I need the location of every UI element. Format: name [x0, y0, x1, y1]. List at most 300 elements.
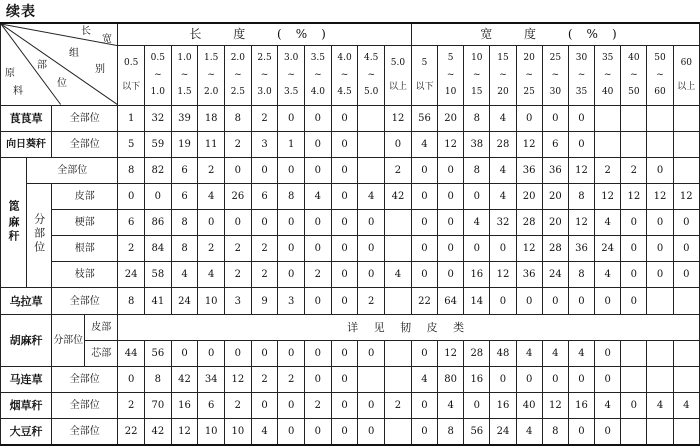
value-cell: 1 [118, 105, 145, 131]
value-cell: 0 [358, 262, 385, 288]
value-cell [621, 131, 647, 157]
value-cell: 10 [198, 288, 225, 314]
value-cell: 0 [464, 393, 490, 419]
value-cell: 4 [673, 393, 699, 419]
value-cell: 8 [568, 183, 594, 209]
corner-label-material2: 料 [13, 86, 23, 97]
value-cell: 40 [516, 393, 542, 419]
value-cell: 42 [171, 366, 198, 392]
value-cell: 2 [305, 393, 332, 419]
corner-label-length: 长 [81, 26, 91, 37]
value-cell: 0 [411, 262, 437, 288]
width-bin-label: 20 [523, 52, 535, 63]
value-cell: 84 [145, 236, 172, 262]
value-cell: 34 [198, 366, 225, 392]
value-cell: 0 [251, 157, 278, 183]
value-cell: 0 [464, 236, 490, 262]
value-cell: 8 [225, 105, 252, 131]
width-bin-header [438, 45, 464, 105]
sub-part-group [27, 183, 52, 288]
value-cell: 2 [358, 288, 385, 314]
value-cell: 0 [198, 340, 225, 366]
corner-label-width: 宽 [102, 34, 112, 45]
value-cell [385, 419, 412, 445]
length-bin-label: 5.0 [364, 86, 379, 97]
kenaf-name-first: 箆 [7, 199, 21, 214]
value-cell: 58 [145, 262, 172, 288]
value-cell: 4 [198, 262, 225, 288]
value-cell [673, 105, 699, 131]
value-cell: 8 [464, 105, 490, 131]
length-bin-label: 1.5 [204, 52, 219, 63]
value-cell [647, 340, 673, 366]
value-cell: 0 [568, 105, 594, 131]
value-cell: 0 [595, 340, 621, 366]
value-cell: 0 [411, 340, 437, 366]
value-cell [647, 419, 673, 445]
value-cell: 2 [278, 366, 305, 392]
length-bin-header [171, 45, 198, 105]
fiber-dimension-table [0, 22, 700, 446]
material-name: 大豆秆 [1, 419, 52, 445]
value-cell [621, 366, 647, 392]
length-bin-label: 3.0 [257, 86, 272, 97]
length-bin-header [331, 45, 358, 105]
value-cell: 0 [385, 131, 412, 157]
value-cell: 24 [118, 262, 145, 288]
value-cell: 24 [171, 288, 198, 314]
width-bin-label: 15 [497, 52, 509, 63]
value-cell: 0 [331, 131, 358, 157]
width-header: 宽 度 (%) [411, 23, 699, 45]
value-cell: 0 [438, 210, 464, 236]
value-cell: 8 [438, 419, 464, 445]
part-label: 皮部 [52, 183, 118, 209]
value-cell: 28 [542, 236, 568, 262]
value-cell [385, 210, 412, 236]
value-cell [647, 131, 673, 157]
width-bin-label: ~ [630, 69, 638, 80]
value-cell: 12 [621, 183, 647, 209]
value-cell: 56 [464, 419, 490, 445]
row-flax-core [1, 340, 700, 366]
length-bin-label: ~ [367, 69, 375, 80]
value-cell: 0 [516, 288, 542, 314]
value-cell: 12 [171, 419, 198, 445]
width-bin-label: 35 [601, 52, 614, 63]
value-cell [647, 105, 673, 131]
width-bin-label: 50 [654, 52, 666, 63]
value-cell: 0 [278, 157, 305, 183]
value-cell [595, 105, 621, 131]
value-cell: 0 [673, 236, 699, 262]
part-label: 枝部 [52, 262, 118, 288]
value-cell: 86 [145, 210, 172, 236]
width-bin-label: 40 [628, 52, 640, 63]
corner-label-part2: 位 [57, 78, 67, 89]
value-cell: 6 [171, 157, 198, 183]
value-cell: 0 [490, 236, 516, 262]
value-cell: 6 [198, 393, 225, 419]
value-cell: 0 [438, 236, 464, 262]
value-cell: 0 [278, 210, 305, 236]
value-cell: 2 [305, 262, 332, 288]
value-cell: 0 [305, 288, 332, 314]
value-cell: 4 [490, 157, 516, 183]
value-cell: 4 [464, 210, 490, 236]
value-cell: 0 [411, 183, 437, 209]
value-cell: 26 [225, 183, 252, 209]
width-bin-label: 10 [471, 52, 483, 63]
value-cell: 2 [385, 157, 412, 183]
value-cell: 0 [118, 183, 145, 209]
value-cell [621, 105, 647, 131]
value-cell: 22 [411, 288, 437, 314]
length-bin-label: 1.5 [177, 86, 192, 97]
width-bin-label: 5 [447, 52, 454, 63]
value-cell: 18 [198, 105, 225, 131]
value-cell: 20 [542, 210, 568, 236]
table-title: 续表 [6, 4, 36, 20]
value-cell: 0 [305, 340, 332, 366]
value-cell: 4 [358, 183, 385, 209]
width-bin-header [542, 45, 568, 105]
value-cell: 16 [171, 393, 198, 419]
width-bin-label: ~ [577, 69, 586, 80]
width-bin-header [647, 45, 673, 105]
width-bin-label: 50 [628, 86, 640, 97]
value-cell: 12 [568, 210, 594, 236]
value-cell: 0 [647, 210, 673, 236]
value-cell: 0 [621, 236, 647, 262]
value-cell: 0 [305, 366, 332, 392]
row-langlang [1, 105, 700, 131]
value-cell: 4 [516, 340, 542, 366]
value-cell: 12 [490, 262, 516, 288]
width-bin-label: ~ [473, 69, 481, 80]
value-cell [358, 157, 385, 183]
value-cell: 0 [331, 210, 358, 236]
value-cell: 0 [595, 288, 621, 314]
value-cell: 48 [490, 340, 516, 366]
width-bin-label: 5 [421, 58, 428, 68]
value-cell: 0 [331, 288, 358, 314]
width-bin-header [621, 45, 647, 105]
value-cell: 4 [198, 183, 225, 209]
length-bin-header [358, 45, 385, 105]
value-cell: 8 [145, 366, 172, 392]
material-name: 烟草秆 [1, 393, 52, 419]
value-cell: 0 [411, 393, 437, 419]
value-cell: 38 [464, 131, 490, 157]
value-cell: 4 [385, 262, 412, 288]
value-cell: 12 [673, 183, 699, 209]
part-label: 根部 [52, 236, 118, 262]
value-cell: 0 [568, 419, 594, 445]
length-bin-label: 4.0 [310, 86, 326, 97]
value-cell: 0 [542, 288, 568, 314]
width-bin-label: ~ [656, 69, 664, 80]
value-cell: 0 [621, 288, 647, 314]
value-cell [647, 366, 673, 392]
material-name: 胡麻秆 [1, 314, 52, 366]
value-cell: 4 [171, 262, 198, 288]
value-cell: 0 [145, 183, 172, 209]
value-cell: 0 [438, 183, 464, 209]
value-cell: 0 [251, 210, 278, 236]
value-cell: 0 [358, 236, 385, 262]
value-cell: 12 [516, 131, 542, 157]
flax-note: 详 见 韧 皮 类 [118, 314, 700, 340]
value-cell: 8 [464, 157, 490, 183]
value-cell: 20 [516, 183, 542, 209]
width-bin-label: 60 [654, 86, 666, 97]
value-cell: 0 [542, 366, 568, 392]
row-kenaf-stem [1, 210, 700, 236]
length-bin-header [145, 45, 172, 105]
value-cell: 2 [251, 105, 278, 131]
part-label: 全部位 [27, 157, 118, 183]
length-bin-label: ~ [260, 69, 269, 80]
value-cell: 0 [225, 210, 252, 236]
width-bin-label: ~ [499, 69, 507, 80]
value-cell [673, 288, 699, 314]
value-cell: 28 [490, 131, 516, 157]
value-cell: 12 [225, 366, 252, 392]
corner-label-group1: 组 [69, 48, 79, 59]
length-bin-header [198, 45, 225, 105]
value-cell: 0 [358, 393, 385, 419]
value-cell: 12 [438, 340, 464, 366]
value-cell: 36 [568, 236, 594, 262]
width-bin-label: 30 [549, 86, 562, 97]
value-cell: 12 [595, 183, 621, 209]
value-cell: 56 [145, 340, 172, 366]
value-cell: 6 [118, 210, 145, 236]
value-cell: 4 [595, 393, 621, 419]
value-cell: 16 [490, 393, 516, 419]
value-cell: 0 [118, 366, 145, 392]
value-cell: 4 [568, 340, 594, 366]
value-cell: 5 [118, 131, 145, 157]
value-cell: 0 [331, 419, 358, 445]
width-bin-label: 以下 [415, 82, 434, 92]
part-label: 全部位 [52, 131, 118, 157]
value-cell: 0 [595, 366, 621, 392]
value-cell: 24 [490, 419, 516, 445]
value-cell: 0 [225, 340, 252, 366]
part-label: 全部位 [52, 366, 118, 392]
value-cell: 4 [438, 393, 464, 419]
row-kenaf-root [1, 236, 700, 262]
value-cell: 24 [542, 262, 568, 288]
row-sunflower [1, 131, 700, 157]
width-bin-label: ~ [603, 69, 612, 80]
value-cell: 12 [385, 105, 412, 131]
value-cell: 8 [278, 183, 305, 209]
value-cell: 44 [118, 340, 145, 366]
value-cell: 4 [516, 419, 542, 445]
value-cell: 0 [305, 236, 332, 262]
value-cell: 0 [358, 210, 385, 236]
value-cell: 2 [225, 236, 252, 262]
width-bin-label: ~ [525, 69, 533, 80]
value-cell: 0 [251, 340, 278, 366]
value-cell: 32 [490, 210, 516, 236]
row-kenaf-branch [1, 262, 700, 288]
part-label: 全部位 [52, 393, 118, 419]
value-cell: 0 [516, 105, 542, 131]
value-cell: 0 [278, 419, 305, 445]
value-cell: 12 [438, 131, 464, 157]
part-label: 全部位 [52, 419, 118, 445]
row-tobacco [1, 393, 700, 419]
value-cell: 0 [331, 393, 358, 419]
value-cell: 0 [331, 366, 358, 392]
width-bin-label: 15 [471, 86, 483, 97]
value-cell: 0 [411, 210, 437, 236]
value-cell: 64 [438, 288, 464, 314]
value-cell: 12 [568, 157, 594, 183]
value-cell: 0 [331, 183, 358, 209]
row-flax-bark [1, 314, 700, 340]
value-cell: 0 [331, 340, 358, 366]
value-cell: 0 [438, 262, 464, 288]
value-cell: 2 [251, 366, 278, 392]
value-cell [621, 340, 647, 366]
value-cell: 0 [331, 236, 358, 262]
value-cell: 24 [595, 236, 621, 262]
width-bin-label: 10 [444, 86, 457, 97]
value-cell: 4 [411, 131, 437, 157]
value-cell [673, 366, 699, 392]
length-bin-label: 0.5 [150, 52, 165, 63]
length-bin-header [305, 45, 332, 105]
value-cell: 4 [411, 366, 437, 392]
value-cell: 0 [673, 262, 699, 288]
width-bin-label: 40 [601, 86, 614, 97]
width-bin-label: 以上 [677, 82, 696, 92]
value-cell: 2 [225, 131, 252, 157]
width-bin-header [595, 45, 621, 105]
part-label: 皮部 [85, 314, 118, 340]
value-cell: 4 [595, 262, 621, 288]
length-bin-label: 1.0 [150, 86, 165, 97]
value-cell: 22 [118, 419, 145, 445]
value-cell: 16 [464, 366, 490, 392]
value-cell: 11 [198, 131, 225, 157]
part-label: 全部位 [52, 105, 118, 131]
value-cell: 0 [305, 210, 332, 236]
width-bin-header [516, 45, 542, 105]
width-bin-header [568, 45, 594, 105]
value-cell: 0 [490, 288, 516, 314]
value-cell: 0 [647, 157, 673, 183]
value-cell: 2 [198, 157, 225, 183]
value-cell: 0 [305, 419, 332, 445]
value-cell [673, 340, 699, 366]
length-bin-label: 以上 [388, 82, 407, 92]
value-cell: 0 [278, 236, 305, 262]
sub-part-group [52, 314, 85, 366]
value-cell: 0 [647, 236, 673, 262]
corner-label-group2: 别 [95, 64, 105, 75]
value-cell: 0 [411, 236, 437, 262]
header-corner [1, 23, 118, 105]
value-cell: 10 [225, 419, 252, 445]
value-cell: 36 [542, 157, 568, 183]
value-cell: 42 [145, 419, 172, 445]
value-cell: 2 [118, 236, 145, 262]
width-bin-label: ~ [551, 69, 560, 80]
value-cell: 0 [411, 419, 437, 445]
material-name: 马连草 [1, 366, 52, 392]
value-cell: 0 [198, 210, 225, 236]
width-bin-label: 25 [523, 86, 535, 97]
width-bin-header [673, 45, 699, 105]
value-cell [621, 419, 647, 445]
value-cell: 0 [568, 366, 594, 392]
length-bin-label: 5.0 [390, 58, 406, 68]
value-cell: 0 [278, 262, 305, 288]
value-cell: 4 [490, 183, 516, 209]
width-bin-label: 25 [549, 52, 562, 63]
kenaf-name-rest: 麻秆 [7, 215, 21, 244]
value-cell: 39 [171, 105, 198, 131]
value-cell: 8 [568, 262, 594, 288]
value-cell: 0 [251, 393, 278, 419]
value-cell: 0 [621, 393, 647, 419]
length-bin-label: ~ [180, 69, 189, 80]
value-cell: 2 [251, 236, 278, 262]
value-cell [673, 419, 699, 445]
value-cell: 59 [145, 131, 172, 157]
value-cell: 8 [118, 288, 145, 314]
length-bin-label: ~ [287, 69, 295, 80]
value-cell: 0 [305, 105, 332, 131]
value-cell: 12 [647, 183, 673, 209]
length-bin-label: 4.5 [337, 86, 352, 97]
material-name: 向日葵秆 [1, 131, 52, 157]
length-bin-header [118, 45, 145, 105]
value-cell: 0 [647, 262, 673, 288]
width-bin-label: 35 [575, 86, 588, 97]
length-bin-label: 3.0 [284, 52, 299, 63]
width-bin-header [464, 45, 490, 105]
sub-part-label: 分部位 [53, 334, 84, 346]
row-malian [1, 366, 700, 392]
value-cell: 0 [542, 105, 568, 131]
value-cell: 2 [225, 393, 252, 419]
value-cell: 1 [278, 131, 305, 157]
material-name: 乌拉草 [1, 288, 52, 314]
value-cell: 4 [647, 393, 673, 419]
length-bin-header [385, 45, 412, 105]
corner-label-material1: 原 [5, 68, 15, 79]
value-cell: 8 [171, 210, 198, 236]
value-cell: 3 [251, 131, 278, 157]
length-bin-label: 2.0 [204, 86, 219, 97]
value-cell: 0 [568, 131, 594, 157]
value-cell: 0 [331, 157, 358, 183]
width-bin-header [411, 45, 437, 105]
value-cell: 2 [118, 393, 145, 419]
value-cell: 4 [542, 340, 568, 366]
value-cell: 42 [385, 183, 412, 209]
value-cell [385, 288, 412, 314]
value-cell: 8 [118, 157, 145, 183]
value-cell: 12 [542, 393, 568, 419]
